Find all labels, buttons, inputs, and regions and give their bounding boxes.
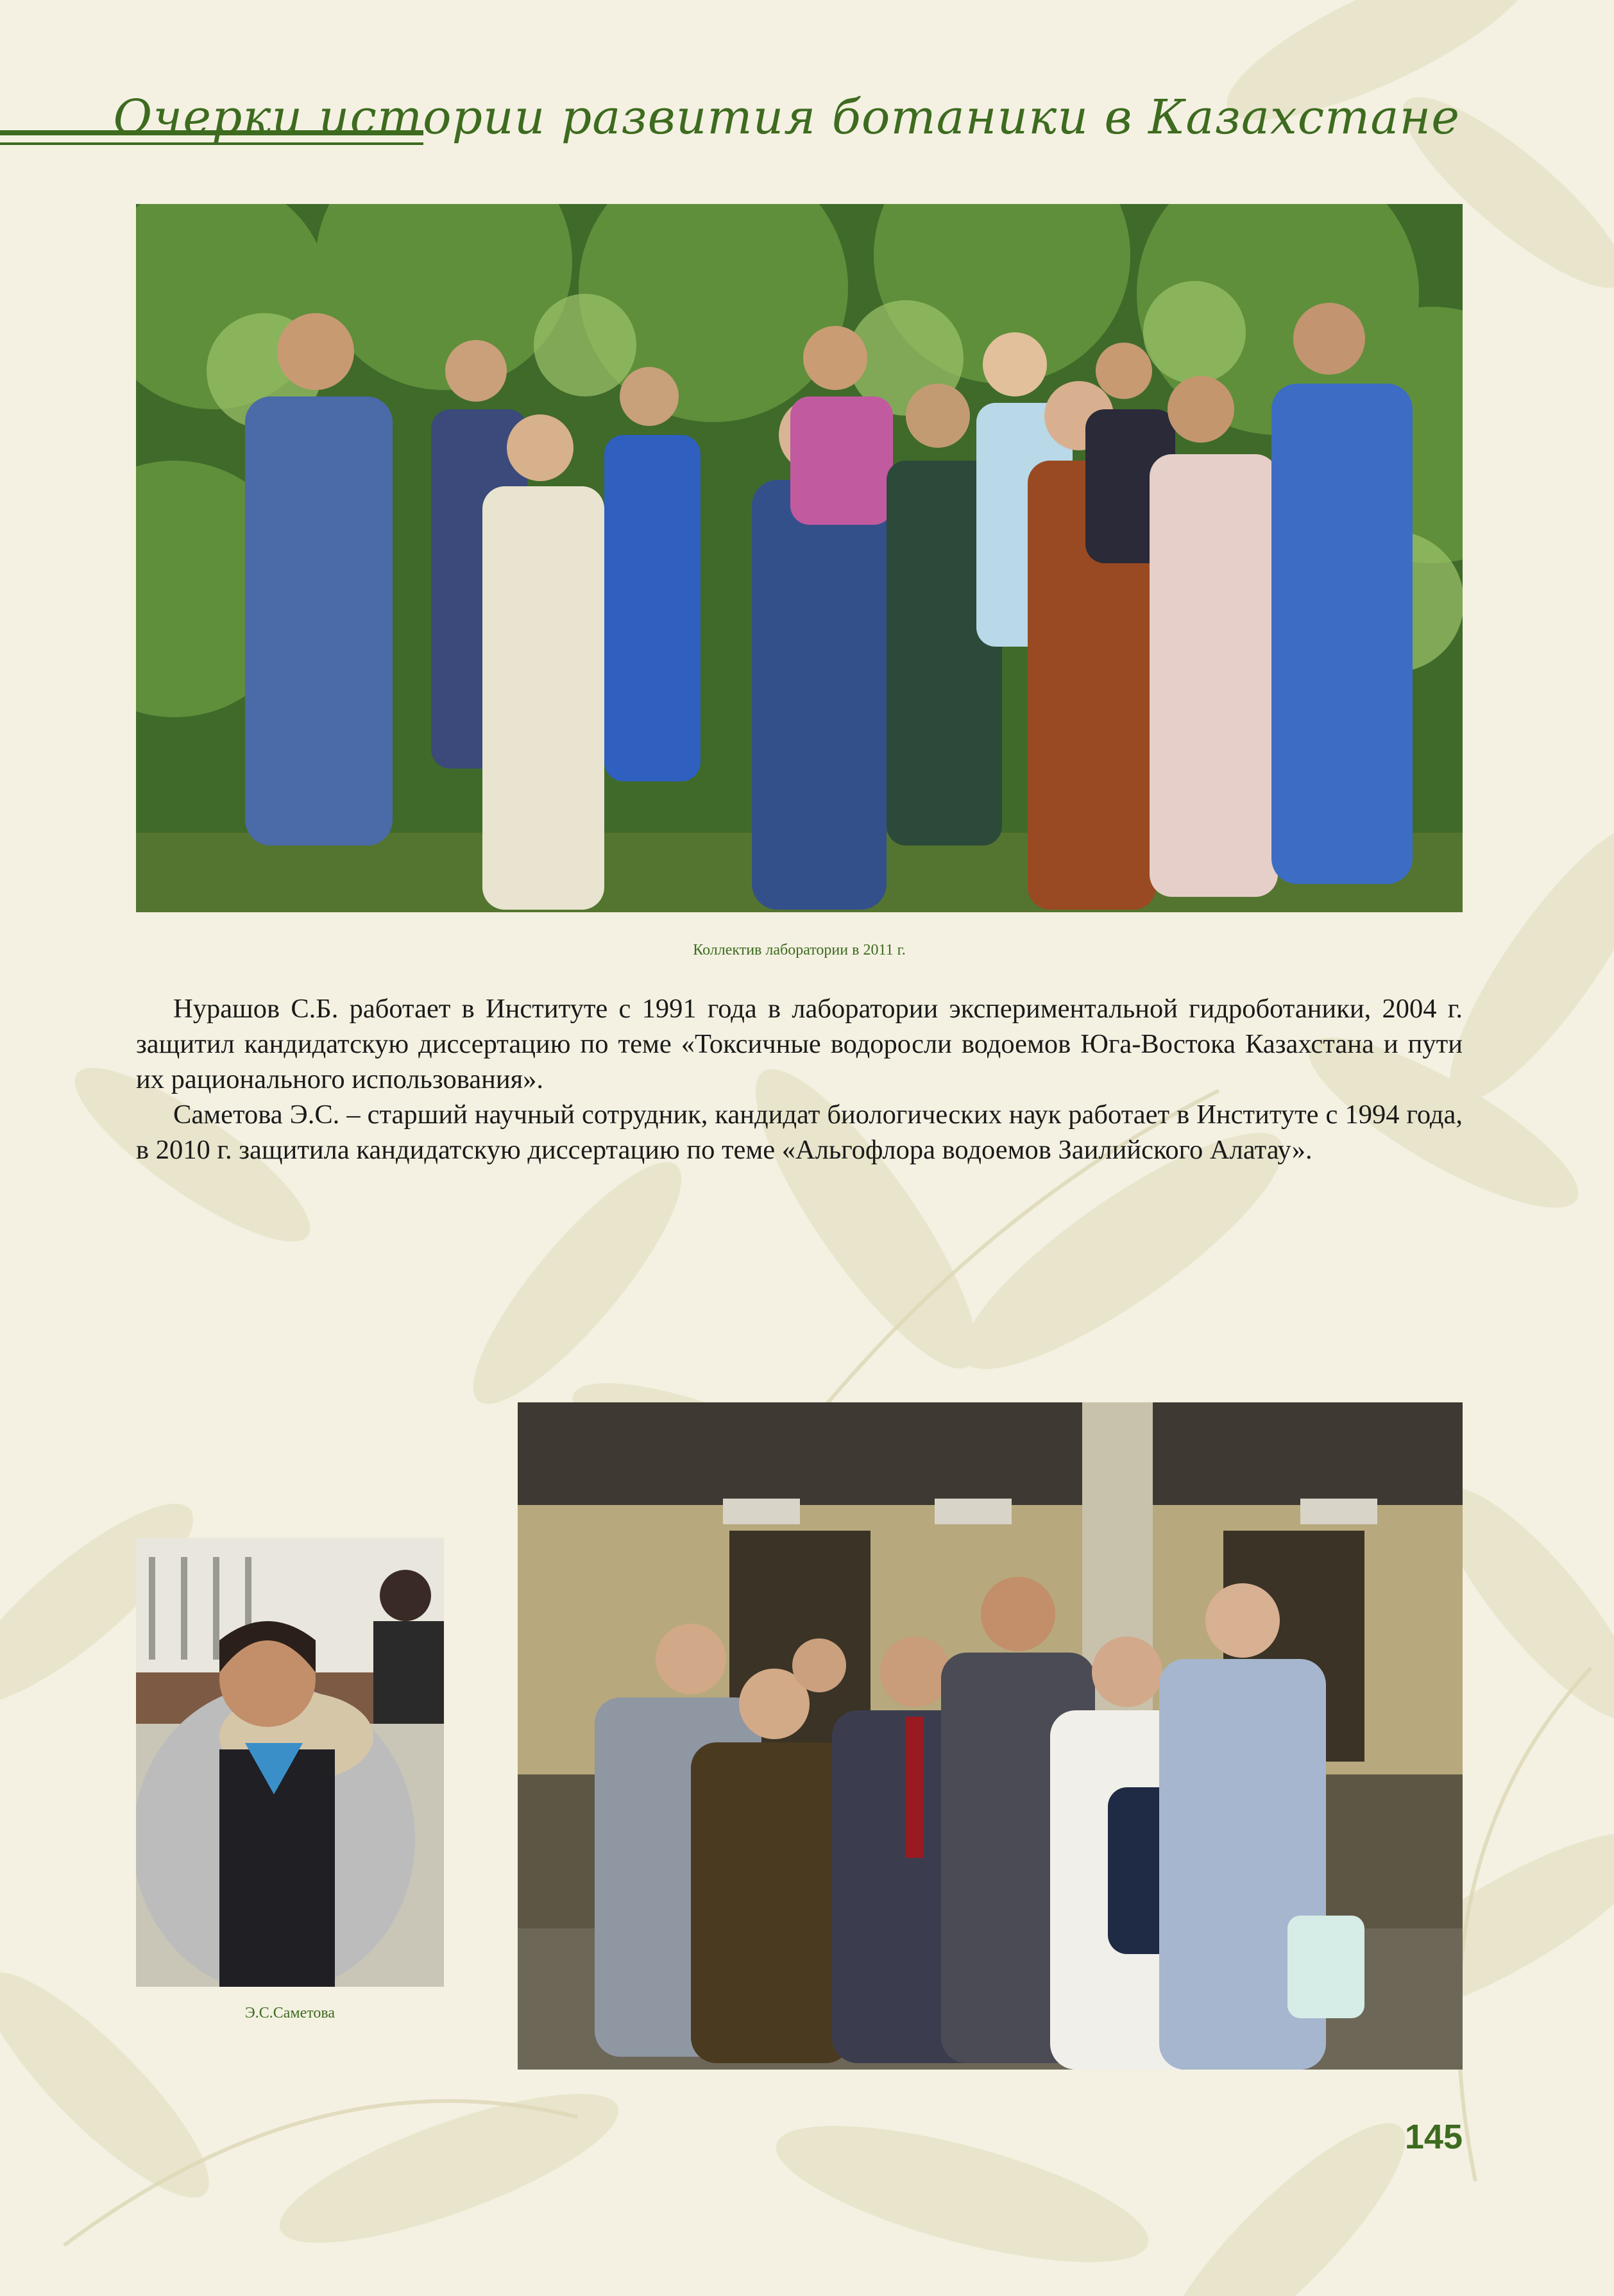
paragraph-sametova: Саметова Э.С. – старший научный сотрудник, кандидат биологических наук работает в Институте с 1994 года, в 2010 г. защитила кандидатскую диссертацию по теме «Альгофлора водоемов Заилийского Алатау». xyxy=(136,1100,1463,1165)
portrait-photo-caption: Э.С.Саметова xyxy=(244,2005,336,2021)
page-number: 145 xyxy=(1404,2118,1463,2156)
portrait-photo xyxy=(136,1538,444,1987)
banquet-photo xyxy=(518,1402,1463,2070)
body-text xyxy=(136,991,1463,1168)
group-photo xyxy=(136,204,1463,912)
group-photo-caption: Коллектив лаборатории в 2011 г. xyxy=(693,942,906,958)
running-title: Очерки истории развития ботаники в Казахстане xyxy=(113,90,1460,145)
paragraph-nurashov: Нурашов С.Б. работает в Институте с 1991 года в лаборатории экспериментальной гидроботаники, 2004 г. защитил кандидатскую диссертацию по теме «Токсичные водоросли водоемов Юга-Востока Казахстана и пути их рационального использования». xyxy=(136,994,1463,1094)
